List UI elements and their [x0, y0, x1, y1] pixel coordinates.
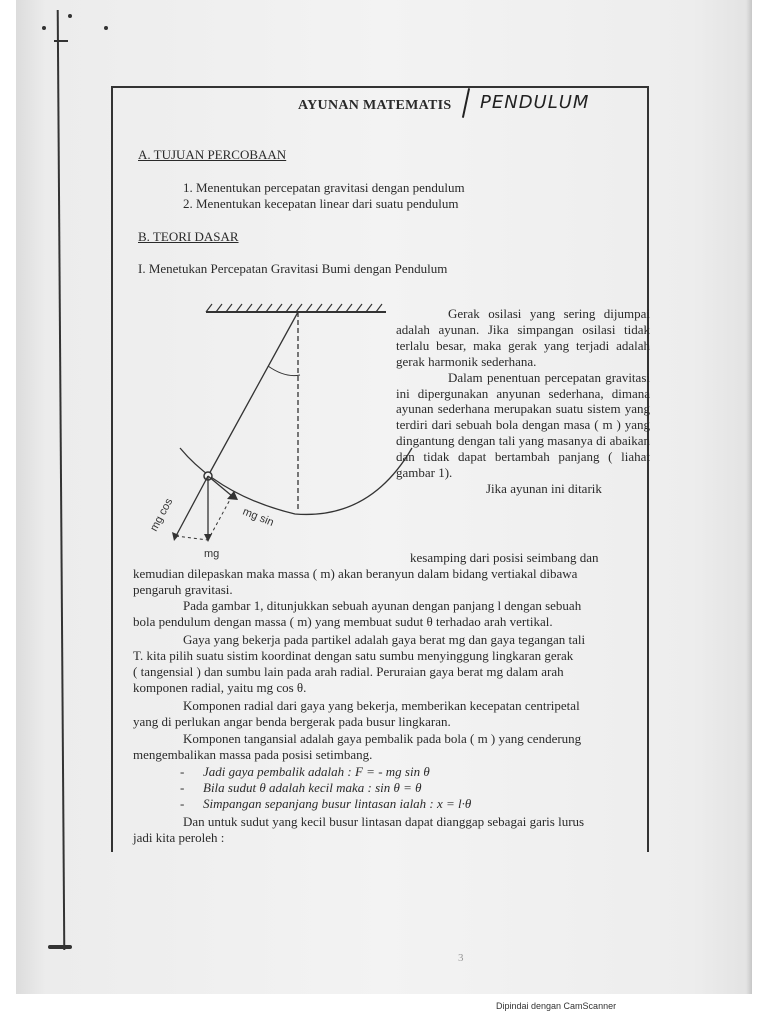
pendulum-string [208, 312, 298, 476]
text-line: Gaya yang bekerja pada partikel adalah gaya berat mg dan gaya tegangan tali [183, 632, 586, 647]
page-edge-shadow [746, 0, 752, 994]
pendulum-figure [130, 300, 420, 565]
angle-arc [268, 366, 300, 376]
mg-sin-vector [208, 476, 232, 496]
text-line: Pada gambar 1, ditunjukkan sebuah ayunan dengan panjang l dengan sebuah [183, 598, 582, 613]
binding-dot [68, 14, 72, 18]
section-b-heading: B. TEORI DASAR [138, 229, 239, 244]
text-line: Komponen tangansial adalah gaya pembalik pada bola ( m ) yang cenderung [183, 731, 582, 746]
bullet-item: Jadi gaya pembalik adalah : F = - mg sin θ [203, 764, 430, 779]
paragraph: Gerak osilasi yang sering dijumpai adalah ayunan. Jika simpangan osilasi tidak terlalu besar, maka gerak yang terjadi adalah gerak harmonik sederhana. [396, 306, 650, 369]
text-line: kesamping dari posisi seimbang dan [410, 550, 599, 565]
text-line: yang di perlukan angar benda bergerak pada busur lingkaran. [133, 714, 451, 729]
text-line: ( tangensial ) dan sumbu lain pada arah radial. Peruraian gaya berat mg dalam arah [133, 664, 564, 679]
objective-item: 1. Menentukan percepatan gravitasi dengan pendulum [183, 180, 465, 195]
document-title: AYUNAN MATEMATIS [298, 98, 452, 113]
text-line: Dan untuk sudut yang kecil busur lintasan dapat dianggap sebagai garis lurus [183, 814, 585, 829]
mg-label: mg [204, 548, 220, 560]
mg-sin-label: mg sin [240, 505, 276, 529]
binding-dot [104, 26, 108, 30]
text-line: pengaruh gravitasi. [133, 582, 233, 597]
binding-dot [42, 26, 46, 30]
bullet-item: Bila sudut θ adalah kecil maka : sin θ = θ [203, 780, 422, 795]
paragraph: Dalam penentuan percepatan gravitasi ini dipergunakan anyunan sederhana, dimana ayunan sederhana merupakan suatu sistem yang terdiri dari sebuah bola dengan masa ( m ) yang dingantung dengan tali yang masanya di abaikan dan tidak dapat bertambah panjang ( liahat gambar 1). [396, 369, 650, 481]
text-line: bola pendulum dengan massa ( m) yang membuat sudut θ terhadao arah vertikal. [133, 614, 553, 629]
page-mark: 3 [458, 952, 464, 964]
component-dash-side [208, 496, 232, 540]
text-line: kemudian dilepaskan maka massa ( m) akan beranyun dalam bidang vertiakal dibawa [133, 566, 578, 581]
section-b-subheading: I. Menetukan Percepatan Gravitasi Bumi dengan Pendulum [138, 261, 448, 276]
paragraph: Jika ayunan ini ditarik [486, 480, 602, 496]
text-line: Komponen radial dari gaya yang bekerja, memberikan kecepatan centripetal [183, 698, 580, 713]
right-column-text [396, 306, 650, 497]
bullet-dash: - [180, 780, 185, 795]
text-line: T. kita pilih suatu sistim koordinat dengan satu sumbu menyinggung lingkaran gerak [133, 648, 574, 663]
binding-tick [54, 40, 68, 42]
bullet-dash: - [180, 796, 185, 811]
section-a-heading: A. TUJUAN PERCOBAAN [138, 147, 287, 162]
scanner-footer-note: Dipindai dengan CamScanner [496, 1001, 617, 1011]
bullet-item: Simpangan sepanjang busur lintasan ialah : x = l·θ [203, 796, 472, 811]
ceiling-hatching [206, 304, 382, 312]
text-line: mengembalikan massa pada posisi setimbang. [133, 747, 373, 762]
objective-item: 2. Menentukan kecepatan linear dari suatu pendulum [183, 196, 459, 211]
binding-foot [48, 945, 72, 949]
binding-line [57, 10, 66, 950]
mg-cos-vector [176, 476, 208, 536]
bullet-dash: - [180, 764, 185, 779]
mg-cos-label: mg cos [148, 496, 176, 534]
text-line: jadi kita peroleh : [133, 830, 225, 845]
handwritten-title: PENDULUM [480, 92, 590, 113]
component-dash-bottom [176, 536, 208, 540]
text-line: komponen radial, yaitu mg cos θ. [133, 680, 307, 695]
